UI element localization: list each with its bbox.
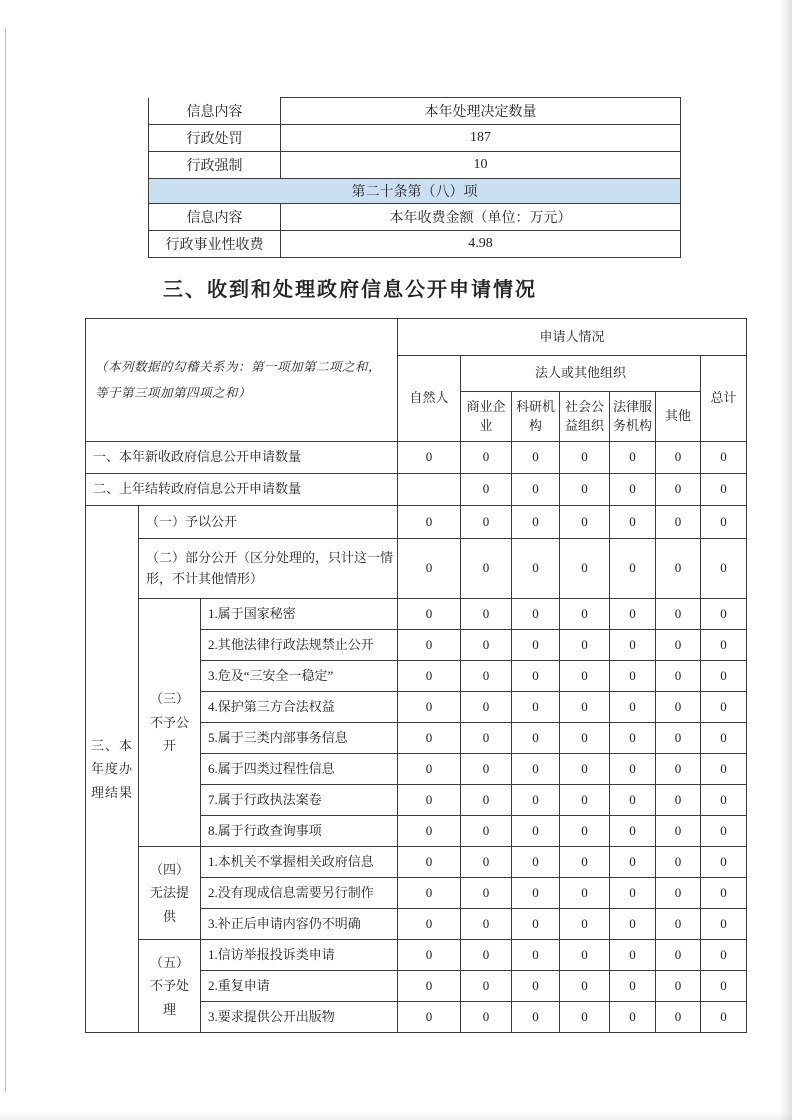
row-value: 本年处理决定数量 bbox=[281, 98, 681, 125]
value-cell: 0 bbox=[461, 909, 512, 940]
value-cell: 0 bbox=[656, 1002, 701, 1033]
value-cell: 0 bbox=[701, 909, 747, 940]
value-cell: 0 bbox=[398, 692, 461, 723]
legal-org-header: 法人或其他组织 bbox=[461, 356, 701, 392]
value-cell: 0 bbox=[512, 474, 560, 506]
value-cell: 0 bbox=[461, 971, 512, 1002]
value-cell: 0 bbox=[560, 816, 610, 847]
table-row bbox=[86, 847, 747, 878]
row-label: 2.其他法律行政法规禁止公开 bbox=[201, 630, 398, 661]
value-cell: 0 bbox=[461, 940, 512, 971]
value-cell: 0 bbox=[656, 599, 701, 630]
value-cell: 0 bbox=[560, 539, 610, 599]
value-cell: 0 bbox=[461, 754, 512, 785]
value-cell: 0 bbox=[512, 692, 560, 723]
value-cell: 0 bbox=[512, 723, 560, 754]
value-cell: 0 bbox=[461, 847, 512, 878]
value-cell: 0 bbox=[656, 816, 701, 847]
table-row bbox=[149, 98, 681, 125]
group-label-unable-to-provide: （四）无法提供 bbox=[139, 847, 201, 940]
value-cell: 0 bbox=[560, 785, 610, 816]
value-cell: 0 bbox=[560, 723, 610, 754]
value-cell: 0 bbox=[701, 816, 747, 847]
value-cell: 0 bbox=[560, 630, 610, 661]
application-table bbox=[85, 318, 747, 1033]
value-cell: 0 bbox=[560, 474, 610, 506]
value-cell: 0 bbox=[398, 723, 461, 754]
value-cell: 0 bbox=[701, 630, 747, 661]
note-line1: （本列数据的勾稽关系为：第一项加第二项之和， bbox=[95, 359, 382, 374]
value-cell: 0 bbox=[701, 506, 747, 539]
value-cell: 0 bbox=[461, 816, 512, 847]
total-header: 总计 bbox=[701, 356, 747, 442]
value-cell: 0 bbox=[701, 785, 747, 816]
value-cell: 0 bbox=[461, 539, 512, 599]
row-label: 行政事业性收费 bbox=[149, 231, 281, 258]
row-label: 1.属于国家秘密 bbox=[201, 599, 398, 630]
value-cell: 0 bbox=[398, 1002, 461, 1033]
org-type-header: 社会公益组织 bbox=[560, 392, 610, 442]
table-row bbox=[86, 506, 747, 539]
value-cell: 0 bbox=[701, 474, 747, 506]
row-label: （二）部分公开（区分处理的，只计这一情形，不计其他情形） bbox=[139, 539, 398, 599]
value-cell: 0 bbox=[701, 971, 747, 1002]
value-cell: 0 bbox=[610, 506, 656, 539]
value-cell: 0 bbox=[512, 599, 560, 630]
value-cell: 0 bbox=[512, 630, 560, 661]
value-cell: 0 bbox=[610, 630, 656, 661]
table-row bbox=[149, 231, 681, 258]
value-cell: 0 bbox=[512, 506, 560, 539]
table-row bbox=[149, 204, 681, 231]
value-cell: 0 bbox=[610, 661, 656, 692]
value-cell: 0 bbox=[398, 909, 461, 940]
org-type-header: 法律服务机构 bbox=[610, 392, 656, 442]
value-cell: 0 bbox=[656, 909, 701, 940]
table-row bbox=[86, 940, 747, 971]
value-cell: 0 bbox=[398, 539, 461, 599]
value-cell: 0 bbox=[701, 754, 747, 785]
scan-edge-left bbox=[5, 28, 6, 1092]
value-cell: 0 bbox=[610, 971, 656, 1002]
row-label: 一、本年新收政府信息公开申请数量 bbox=[86, 442, 398, 474]
value-cell: 0 bbox=[461, 1002, 512, 1033]
row-label: 二、上年结转政府信息公开申请数量 bbox=[86, 474, 398, 506]
row-label: 3.要求提供公开出版物 bbox=[201, 1002, 398, 1033]
value-cell: 0 bbox=[560, 442, 610, 474]
value-cell: 0 bbox=[656, 442, 701, 474]
value-cell: 0 bbox=[701, 940, 747, 971]
value-cell: 0 bbox=[610, 1002, 656, 1033]
value-cell: 0 bbox=[398, 442, 461, 474]
value-cell: 0 bbox=[701, 1002, 747, 1033]
value-cell: 0 bbox=[701, 847, 747, 878]
value-cell: 0 bbox=[656, 754, 701, 785]
value-cell bbox=[398, 474, 461, 506]
row-label: （一）予以公开 bbox=[139, 506, 398, 539]
row-label: 8.属于行政查询事项 bbox=[201, 816, 398, 847]
value-cell: 0 bbox=[512, 661, 560, 692]
value-cell: 0 bbox=[512, 442, 560, 474]
value-cell: 0 bbox=[656, 539, 701, 599]
group-label-no-disclosure: （三）不予公开 bbox=[139, 599, 201, 847]
value-cell: 0 bbox=[701, 878, 747, 909]
value-cell: 0 bbox=[560, 661, 610, 692]
row-label: 2.没有现成信息需要另行制作 bbox=[201, 878, 398, 909]
table-row bbox=[149, 152, 681, 179]
page-heading: 三、收到和处理政府信息公开申请情况 bbox=[163, 279, 537, 301]
value-cell: 0 bbox=[512, 971, 560, 1002]
value-cell: 0 bbox=[656, 474, 701, 506]
row-label: 6.属于四类过程性信息 bbox=[201, 754, 398, 785]
value-cell: 0 bbox=[461, 692, 512, 723]
decision-count-table bbox=[148, 97, 681, 258]
value-cell: 0 bbox=[512, 539, 560, 599]
value-cell: 0 bbox=[701, 723, 747, 754]
value-cell: 0 bbox=[701, 692, 747, 723]
value-cell: 0 bbox=[701, 442, 747, 474]
value-cell: 0 bbox=[560, 692, 610, 723]
value-cell: 0 bbox=[512, 816, 560, 847]
value-cell: 0 bbox=[560, 940, 610, 971]
value-cell: 0 bbox=[701, 661, 747, 692]
org-type-header: 商业企业 bbox=[461, 392, 512, 442]
value-cell: 0 bbox=[656, 661, 701, 692]
row-label: 7.属于行政执法案卷 bbox=[201, 785, 398, 816]
row-label: 信息内容 bbox=[149, 204, 281, 231]
group-label-not-processed: （五）不予处理 bbox=[139, 940, 201, 1033]
value-cell: 0 bbox=[461, 506, 512, 539]
value-cell: 0 bbox=[560, 878, 610, 909]
value-cell: 0 bbox=[610, 442, 656, 474]
value-cell: 0 bbox=[398, 878, 461, 909]
row-value: 本年收费金额（单位：万元） bbox=[281, 204, 681, 231]
table-row bbox=[86, 599, 747, 630]
row-label: 4.保护第三方合法权益 bbox=[201, 692, 398, 723]
row-label: 3.补正后申请内容仍不明确 bbox=[201, 909, 398, 940]
results-group-label: 三、本年度办理结果 bbox=[86, 506, 139, 1033]
value-cell: 0 bbox=[398, 847, 461, 878]
value-cell: 0 bbox=[512, 847, 560, 878]
value-cell: 0 bbox=[701, 599, 747, 630]
table-row bbox=[86, 442, 747, 474]
value-cell: 0 bbox=[656, 847, 701, 878]
table-row bbox=[86, 539, 747, 599]
value-cell: 0 bbox=[610, 599, 656, 630]
value-cell: 0 bbox=[610, 785, 656, 816]
org-type-header: 科研机构 bbox=[512, 392, 560, 442]
row-label: 3.危及“三安全一稳定” bbox=[201, 661, 398, 692]
note-line2: 等于第三项加第四项之和） bbox=[95, 386, 252, 400]
value-cell: 0 bbox=[560, 1002, 610, 1033]
value-cell: 0 bbox=[560, 847, 610, 878]
scan-edge-right bbox=[780, 0, 792, 1120]
value-cell: 0 bbox=[461, 599, 512, 630]
row-label: 1.信访举报投诉类申请 bbox=[201, 940, 398, 971]
value-cell: 0 bbox=[461, 661, 512, 692]
value-cell: 0 bbox=[701, 539, 747, 599]
value-cell: 0 bbox=[610, 847, 656, 878]
value-cell: 0 bbox=[656, 971, 701, 1002]
value-cell: 0 bbox=[610, 539, 656, 599]
value-cell: 0 bbox=[512, 754, 560, 785]
value-cell: 0 bbox=[512, 878, 560, 909]
value-cell: 0 bbox=[398, 816, 461, 847]
value-cell: 0 bbox=[610, 940, 656, 971]
org-type-header: 其他 bbox=[656, 392, 701, 442]
value-cell: 0 bbox=[610, 909, 656, 940]
row-value: 10 bbox=[281, 152, 681, 179]
row-label: 5.属于三类内部事务信息 bbox=[201, 723, 398, 754]
value-cell: 0 bbox=[610, 474, 656, 506]
value-cell: 0 bbox=[398, 940, 461, 971]
value-cell: 0 bbox=[656, 692, 701, 723]
row-value: 187 bbox=[281, 125, 681, 152]
value-cell: 0 bbox=[461, 785, 512, 816]
natural-person-header: 自然人 bbox=[398, 356, 461, 442]
value-cell: 0 bbox=[461, 878, 512, 909]
value-cell: 0 bbox=[398, 785, 461, 816]
row-label: 行政处罚 bbox=[149, 125, 281, 152]
value-cell: 0 bbox=[398, 630, 461, 661]
row-label: 1.本机关不掌握相关政府信息 bbox=[201, 847, 398, 878]
value-cell: 0 bbox=[610, 816, 656, 847]
row-label: 2.重复申请 bbox=[201, 971, 398, 1002]
table-section-row bbox=[149, 179, 681, 204]
value-cell: 0 bbox=[610, 878, 656, 909]
row-value: 4.98 bbox=[281, 231, 681, 258]
value-cell: 0 bbox=[512, 909, 560, 940]
header-row bbox=[86, 319, 747, 356]
value-cell: 0 bbox=[560, 506, 610, 539]
value-cell: 0 bbox=[398, 599, 461, 630]
value-cell: 0 bbox=[512, 1002, 560, 1033]
value-cell: 0 bbox=[398, 506, 461, 539]
row-label: 行政强制 bbox=[149, 152, 281, 179]
value-cell: 0 bbox=[656, 940, 701, 971]
value-cell: 0 bbox=[610, 754, 656, 785]
row-label: 信息内容 bbox=[149, 98, 281, 125]
value-cell: 0 bbox=[398, 661, 461, 692]
value-cell: 0 bbox=[398, 754, 461, 785]
value-cell: 0 bbox=[560, 971, 610, 1002]
value-cell: 0 bbox=[398, 971, 461, 1002]
value-cell: 0 bbox=[560, 754, 610, 785]
value-cell: 0 bbox=[560, 599, 610, 630]
value-cell: 0 bbox=[610, 692, 656, 723]
value-cell: 0 bbox=[461, 630, 512, 661]
value-cell: 0 bbox=[656, 506, 701, 539]
table-row bbox=[149, 125, 681, 152]
note-cell bbox=[86, 319, 398, 442]
scan-edge-bottom bbox=[0, 1112, 792, 1120]
value-cell: 0 bbox=[656, 723, 701, 754]
value-cell: 0 bbox=[656, 785, 701, 816]
value-cell: 0 bbox=[461, 474, 512, 506]
value-cell: 0 bbox=[512, 785, 560, 816]
table-row bbox=[86, 474, 747, 506]
value-cell: 0 bbox=[512, 940, 560, 971]
value-cell: 0 bbox=[560, 909, 610, 940]
value-cell: 0 bbox=[656, 630, 701, 661]
section-row-label: 第二十条第（八）项 bbox=[149, 179, 681, 204]
value-cell: 0 bbox=[461, 723, 512, 754]
value-cell: 0 bbox=[656, 878, 701, 909]
value-cell: 0 bbox=[461, 442, 512, 474]
applicant-status-header: 申请人情况 bbox=[398, 319, 747, 356]
value-cell: 0 bbox=[610, 723, 656, 754]
